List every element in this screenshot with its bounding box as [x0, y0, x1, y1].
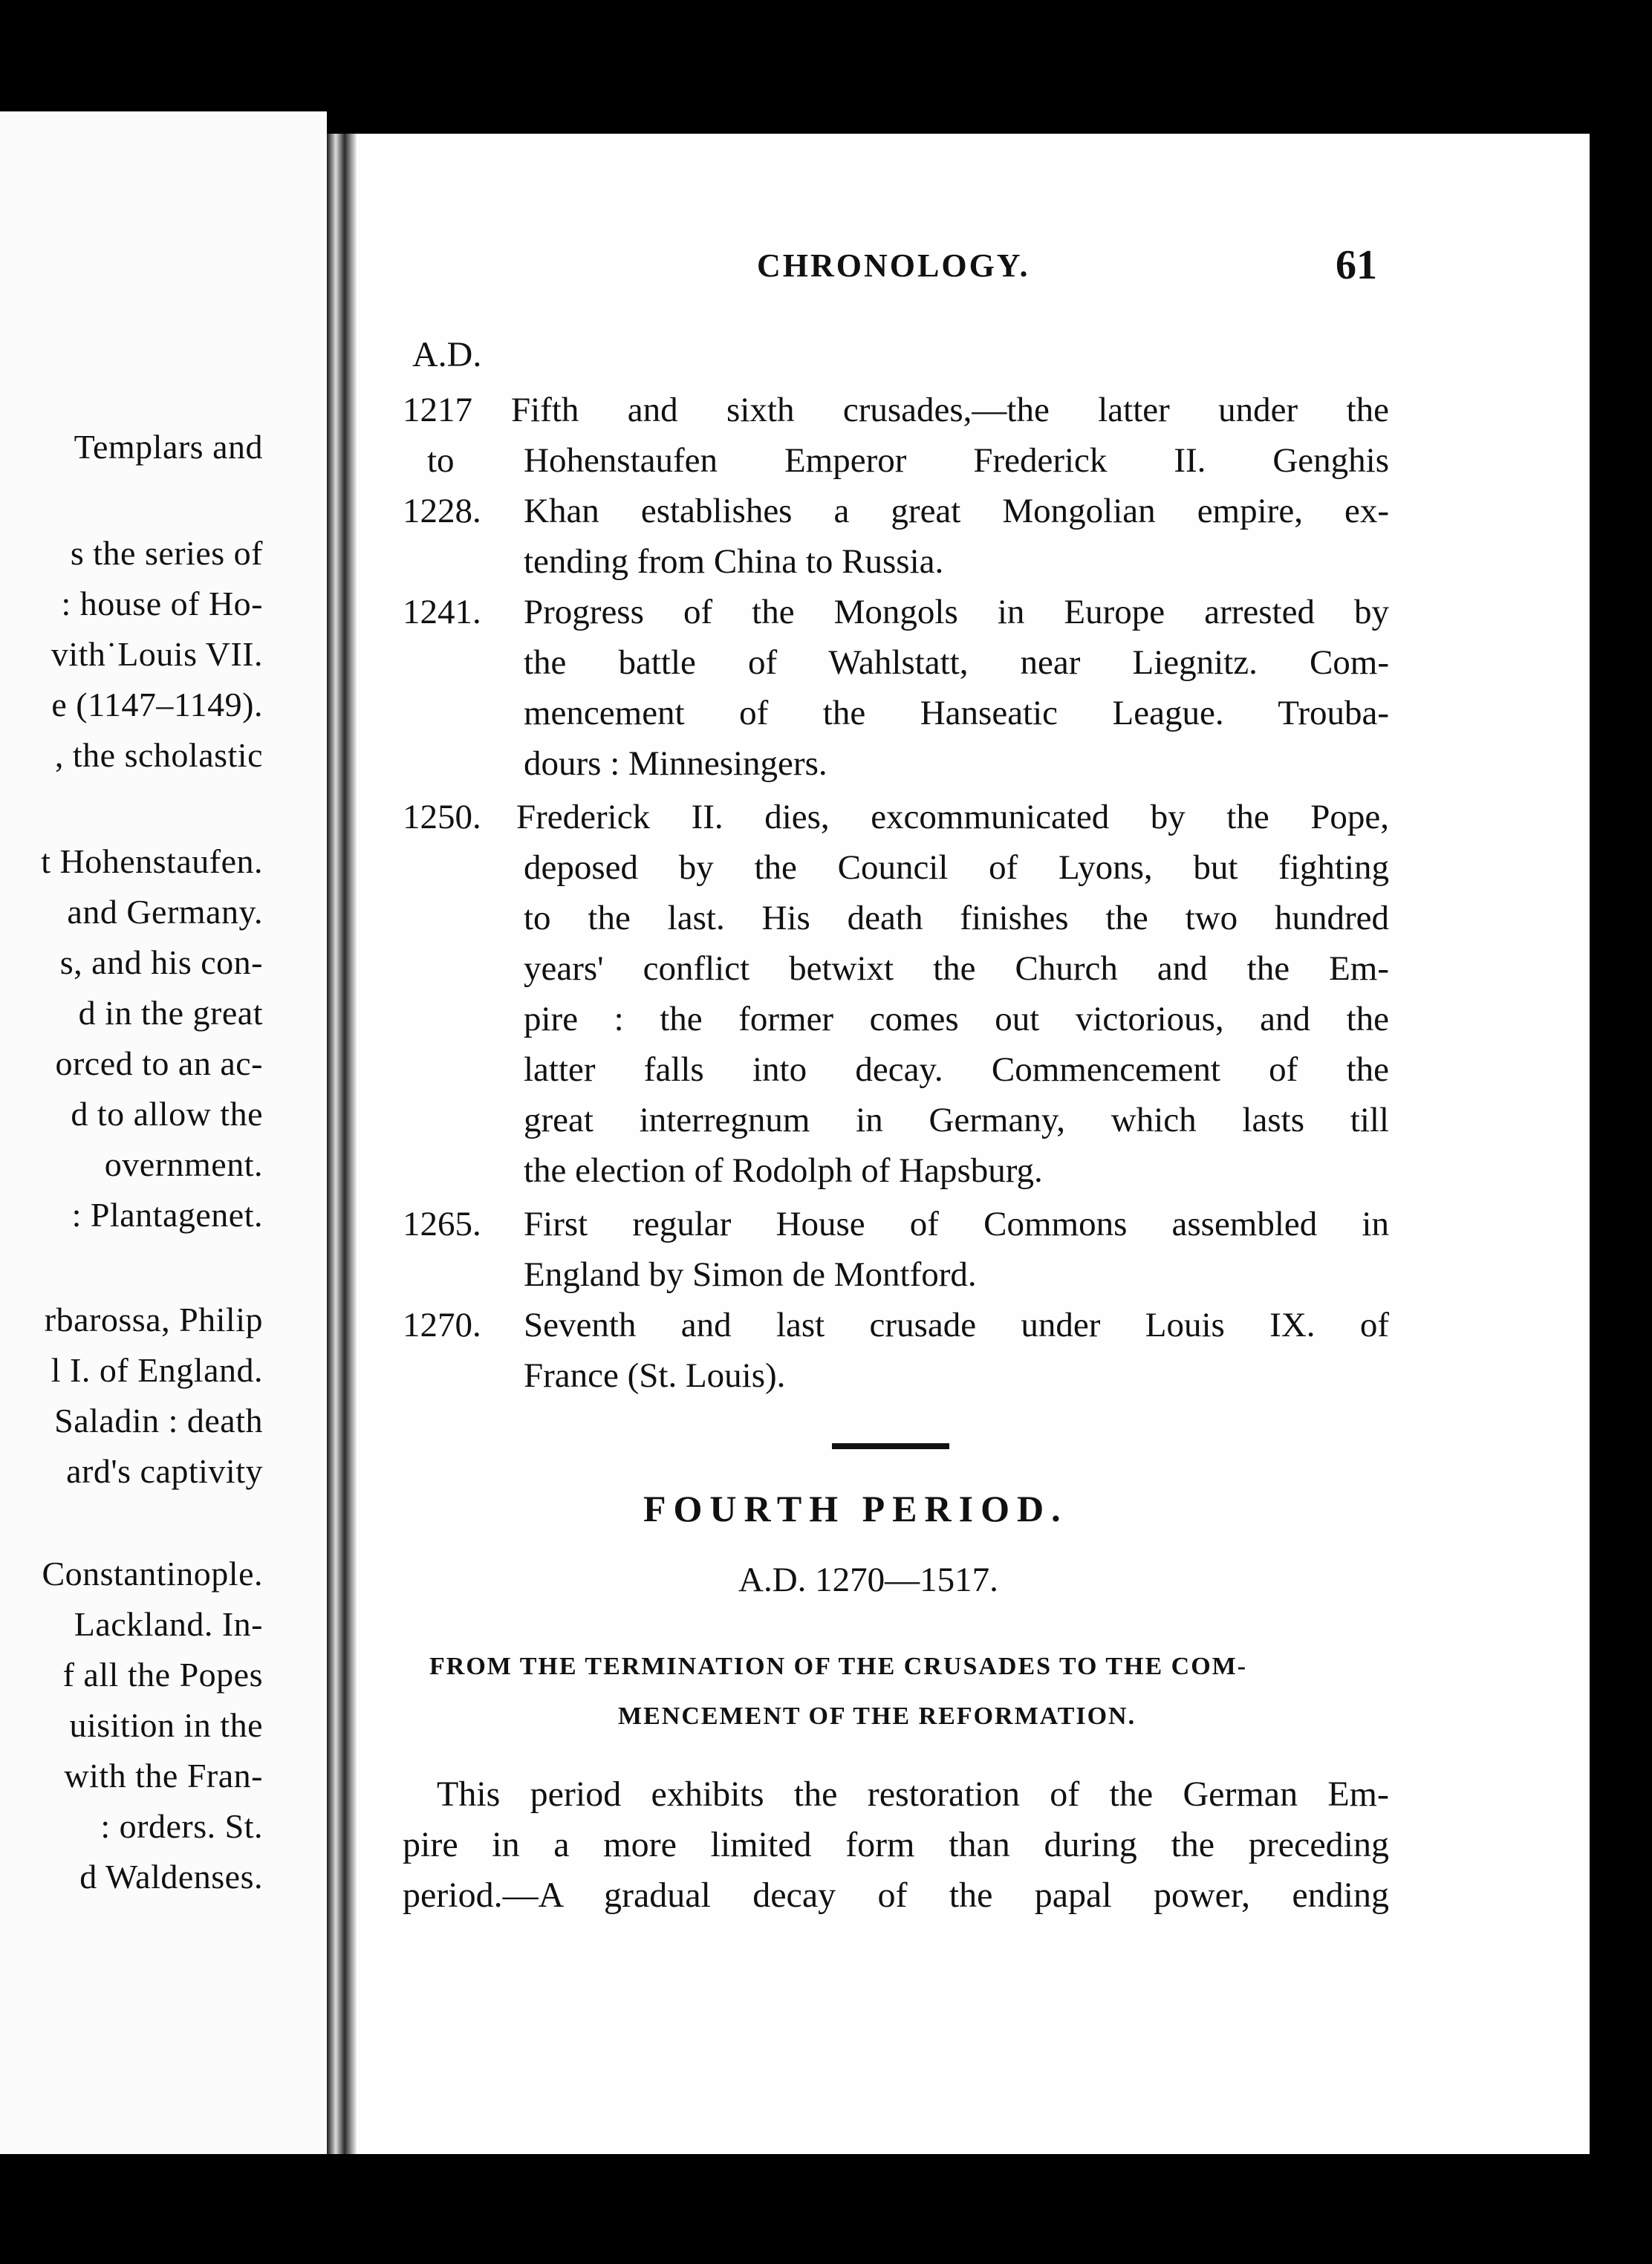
left-page-line: vith˙Louis VII. — [51, 635, 263, 673]
right-page — [357, 134, 1590, 2154]
left-page-line: d Waldenses. — [79, 1858, 263, 1896]
entry-text-line: Khan establishes a great Mongolian empire, ex- — [524, 492, 1389, 530]
left-page-line: Lackland. In- — [74, 1605, 263, 1643]
entry-text-line: France (St. Louis). — [524, 1356, 786, 1395]
section-divider — [832, 1443, 949, 1449]
left-page-line: f all the Popes — [62, 1656, 263, 1694]
left-page-line: and Germany. — [67, 893, 263, 931]
entry-year: 1241. — [403, 593, 481, 631]
entry-text-line: the battle of Wahlstatt, near Liegnitz. Com- — [524, 643, 1389, 682]
era-label: A.D. — [412, 335, 482, 374]
entry-text-line: years' conflict betwixt the Church and the Em- — [524, 949, 1389, 988]
left-page-line: t Hohenstaufen. — [41, 842, 263, 880]
left-page-line: s the series of — [70, 534, 263, 572]
entry-text-line: Hohenstaufen Emperor Frederick II. Genghis — [524, 441, 1389, 480]
entry-year: to — [427, 441, 455, 480]
entry-year: 1250. — [403, 798, 481, 836]
paragraph-line: pire in a more limited form than during the preceding — [403, 1825, 1389, 1864]
entry-text-line: deposed by the Council of Lyons, but fighting — [524, 848, 1389, 887]
entry-year: 1270. — [403, 1306, 481, 1344]
left-page-line: uisition in the — [69, 1706, 263, 1744]
left-page-line: overnment. — [104, 1145, 263, 1183]
entry-text-line: great interregnum in Germany, which lasts till — [524, 1101, 1389, 1139]
left-page-line: d in the great — [78, 994, 263, 1032]
entry-year: 1228. — [403, 492, 481, 530]
left-page-line: ard's captivity — [66, 1452, 263, 1490]
left-page-line: : house of Ho- — [61, 585, 263, 622]
entry-text-line: First regular House of Commons assembled in — [524, 1205, 1389, 1243]
left-page-line: Templars and — [74, 428, 263, 466]
entry-text-line: Fifth and sixth crusades,—the latter under the — [511, 391, 1389, 429]
left-page-line: with the Fran- — [64, 1757, 263, 1795]
entry-year: 1265. — [403, 1205, 481, 1243]
period-dates: A.D. 1270—1517. — [738, 1561, 998, 1599]
left-page-line: rbarossa, Philip — [44, 1301, 263, 1338]
left-page-line: Saladin : death — [54, 1402, 263, 1440]
book-spine — [327, 134, 357, 2154]
entry-text-line: England by Simon de Montford. — [524, 1255, 977, 1294]
entry-text-line: mencement of the Hanseatic League. Trouba- — [524, 694, 1389, 732]
left-page-line: , the scholastic — [54, 736, 263, 774]
left-page-line: : Plantagenet. — [71, 1196, 263, 1234]
entry-text-line: Seventh and last crusade under Louis IX. of — [524, 1306, 1389, 1344]
entry-text-line: dours : Minnesingers. — [524, 744, 827, 783]
period-subtitle-line: FROM THE TERMINATION OF THE CRUSADES TO THE COM- — [429, 1653, 1248, 1680]
entry-text-line: the election of Rodolph of Hapsburg. — [524, 1151, 1043, 1190]
period-subtitle-line: MENCEMENT OF THE REFORMATION. — [618, 1702, 1136, 1730]
entry-text-line: pire : the former comes out victorious, and the — [524, 1000, 1389, 1038]
entry-text-line: tending from China to Russia. — [524, 542, 944, 581]
entry-year: 1217 — [403, 391, 472, 429]
entry-text-line: to the last. His death finishes the two hundred — [524, 899, 1389, 937]
entry-text-line: latter falls into decay. Commencement of the — [524, 1050, 1389, 1089]
left-page — [0, 111, 327, 2154]
left-page-line: e (1147–1149). — [51, 686, 263, 723]
running-header: CHRONOLOGY. — [757, 247, 1030, 284]
entry-text-line: Progress of the Mongols in Europe arrested by — [524, 593, 1389, 631]
entry-text-line: Frederick II. dies, excommunicated by the Pope, — [516, 798, 1389, 836]
left-page-line: s, and his con- — [59, 943, 263, 981]
left-page-line: l I. of England. — [51, 1351, 263, 1389]
left-page-line: Constantinople. — [42, 1555, 263, 1593]
left-page-line: d to allow the — [71, 1095, 263, 1133]
period-title: FOURTH PERIOD. — [643, 1488, 1068, 1529]
paragraph-line: period.—A gradual decay of the papal power, ending — [403, 1876, 1389, 1915]
paragraph-line: This period exhibits the restoration of the German Em- — [437, 1775, 1389, 1814]
page-number: 61 — [1336, 242, 1377, 288]
left-page-line: orced to an ac- — [55, 1044, 263, 1082]
left-page-line: : orders. St. — [100, 1807, 263, 1845]
